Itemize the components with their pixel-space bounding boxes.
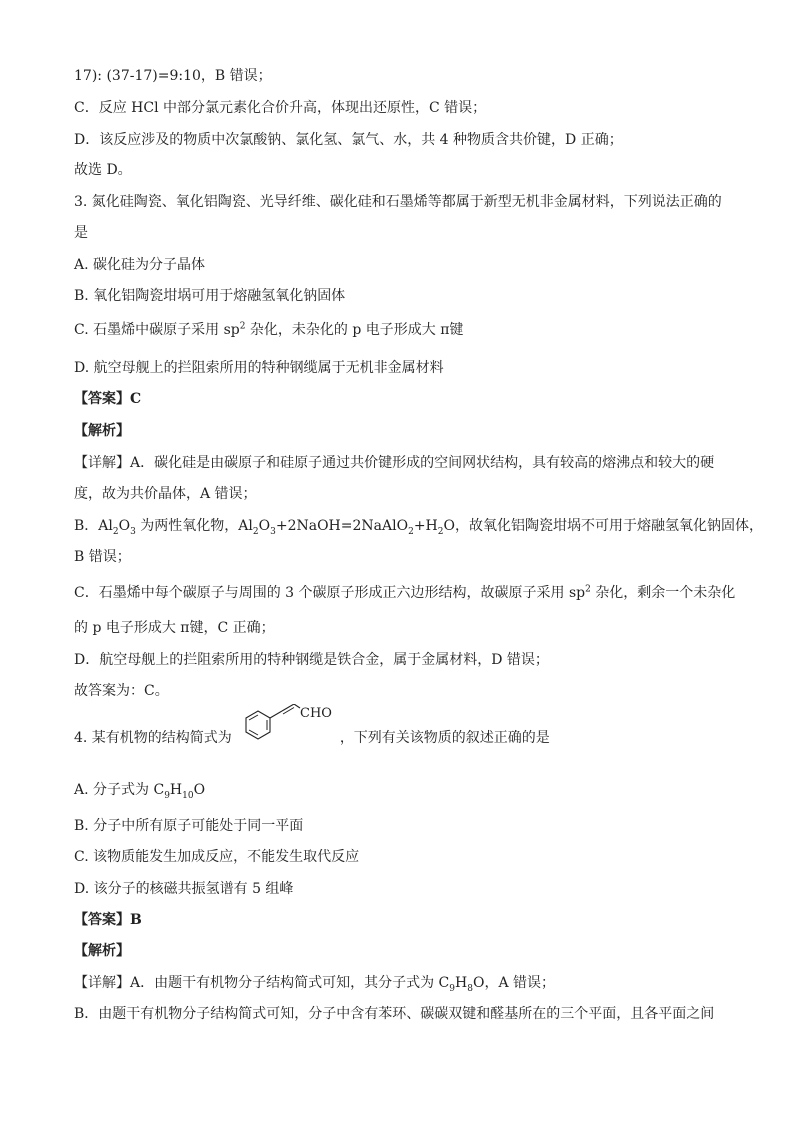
subscript: 2 (252, 526, 259, 537)
cho-label: CHO (300, 706, 332, 721)
subscript: 2 (437, 526, 444, 537)
detail-line: 故答案为：C。 (74, 683, 169, 699)
text-span: 为两性氧化物，Al (135, 518, 253, 534)
subscript: 9 (164, 790, 170, 801)
analysis-label: 【解析】 (74, 943, 130, 959)
text-line: C．反应 HCl 中部分氯元素化合价升高，体现出还原性，C 错误； (74, 100, 487, 116)
text-span: O，故氧化铝陶瓷坩埚不可用于熔融氢氧化钠固体， (443, 518, 763, 534)
text-span: O (193, 782, 206, 798)
text-span: H (455, 975, 468, 991)
superscript: 2 (239, 321, 246, 332)
text-span: 杂化，未杂化的 p 电子形成大 π键 (245, 322, 464, 338)
subscript: 9 (449, 983, 456, 994)
question-3-option-c (74, 320, 463, 340)
text-line: 17): (37-17)=9:10，B 错误； (74, 68, 272, 84)
subscript: 8 (467, 983, 473, 994)
subscript: 3 (270, 526, 276, 537)
superscript: 2 (585, 584, 591, 595)
detail-line (74, 516, 763, 536)
detail-line: 度，故为共价晶体，A 错误； (74, 486, 257, 502)
text-span: +2NaOH=2NaAlO (275, 518, 409, 534)
question-3-option-b: B. 氧化铝陶瓷坩埚可用于熔融氢氧化钠固体 (74, 288, 346, 304)
question-4-option-d: D. 该分子的核磁共振氢谱有 5 组峰 (74, 881, 294, 897)
text-span: H (169, 782, 183, 798)
text-span: 4. 某有机物的结构简式为 (74, 730, 232, 746)
detail-line: 的 p 电子形成大 π键，C 正确； (74, 620, 275, 636)
text-span: C. 石墨烯中碳原子采用 sp (74, 322, 240, 338)
text-line: D．该反应涉及的物质中次氯酸钠、氯化氢、氯气、水，共 4 种物质含共价键，D 正确； (74, 132, 623, 148)
question-4-option-b: B. 分子中所有原子可能处于同一平面 (74, 818, 304, 834)
text-span: C．石墨烯中每个碳原子与周围的 3 个碳原子形成正六边形结构，故碳原子采用 sp (74, 585, 586, 601)
detail-line (74, 583, 735, 603)
text-span: A. 分子式为 C (74, 782, 165, 798)
text-span: ，下列有关该物质的叙述正确的是 (339, 730, 550, 746)
text-span: B．Al (74, 518, 113, 534)
question-4-option-c: C. 该物质能发生加成反应，不能发生取代反应 (74, 849, 360, 865)
question-3-stem-cont: 是 (74, 225, 88, 241)
text-span: O (118, 518, 131, 534)
subscript: 2 (112, 526, 119, 537)
subscript: 10 (182, 790, 194, 801)
text-span: 杂化，剩余一个未杂化 (590, 585, 736, 601)
detail-line: B．由题干有机物分子结构简式可知，分子中含有苯环、碳碳双键和醛基所在的三个平面，且各平面之间 (74, 1006, 715, 1022)
subscript: 3 (130, 526, 136, 537)
question-4-option-a (74, 780, 205, 800)
subscript: 2 (408, 526, 414, 537)
detail-line: D．航空母舰上的拦阻索所用的特种钢缆是铁合金，属于金属材料，D 错误； (74, 652, 549, 668)
text-span: O，A 错误； (472, 975, 556, 991)
answer-label: 【答案】B (74, 912, 142, 928)
text-span: +H (413, 518, 438, 534)
text-span: O (258, 518, 271, 534)
question-3-option-a: A. 碳化硅为分子晶体 (74, 257, 206, 273)
text-span: 【详解】A．由题干有机物分子结构简式可知，其分子式为 C (74, 975, 450, 991)
detail-line: 【详解】A．碳化硅是由碳原子和硅原子通过共价键形成的空间网状结构，具有较高的熔沸点和较大的硬 (74, 455, 715, 471)
text-line: 故选 D。 (74, 162, 132, 178)
question-3-stem: 3. 氮化硅陶瓷、氧化铝陶瓷、光导纤维、碳化硅和石墨烯等都属于新型无机非金属材料，下列说法正确的 (74, 194, 722, 210)
question-3-option-d: D. 航空母舰上的拦阻索所用的特种钢缆属于无机非金属材料 (74, 360, 444, 376)
answer-label: 【答案】C (74, 391, 142, 407)
analysis-label: 【解析】 (74, 423, 130, 439)
detail-line (74, 973, 555, 993)
detail-line: B 错误； (74, 549, 131, 565)
